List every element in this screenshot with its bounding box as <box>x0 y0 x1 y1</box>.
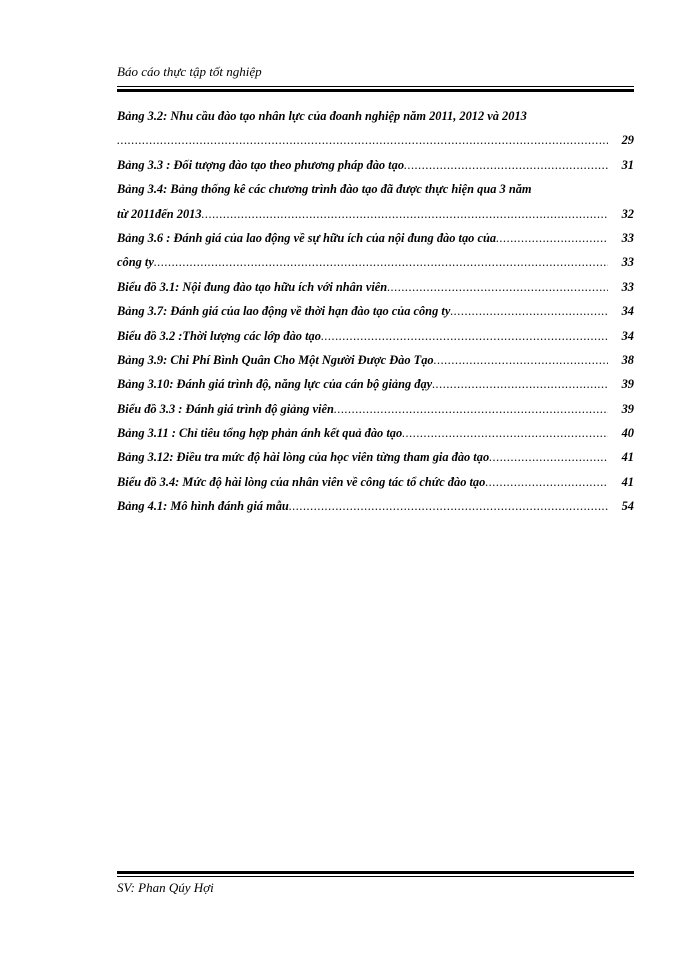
toc-entry-title: Bảng 3.11 : Chỉ tiêu tổng hợp phản ánh kết quả đào tạo <box>117 426 403 441</box>
toc-leader-dots <box>402 421 608 445</box>
toc-entry-page: 34 <box>621 304 634 319</box>
page-header-title: Báo cáo thực tập tốt nghiệp <box>117 64 262 79</box>
toc-entry-title: công ty <box>117 255 154 270</box>
toc-leader-dots <box>489 445 608 469</box>
toc-entry <box>117 372 634 396</box>
toc-entry-page <box>532 177 558 201</box>
toc-entry-page: 34 <box>621 328 634 343</box>
toc-entry-page: 41 <box>621 474 634 489</box>
toc-entry-page: 31 <box>621 157 634 172</box>
toc-entry-title: Bảng 4.1: Mô hình đánh giá mẫu <box>117 499 289 514</box>
toc-entry-title: từ 2011đến 2013 <box>117 206 202 221</box>
toc-entry-title: Biểu đồ 3.4: Mức độ hài lòng của nhân viên về công tác tổ chức đào tạo <box>117 474 486 489</box>
toc-entry-page: 32 <box>621 206 634 221</box>
toc-entry-title: Bảng 3.12: Điều tra mức độ hài lòng của học viên từng tham gia đào tạo <box>117 450 490 465</box>
toc-entry-title: Bảng 3.4: Bảng thống kê các chương trình đào tạo đã được thực hiện qua 3 năm <box>117 182 532 197</box>
toc-entry-page: 39 <box>621 401 634 416</box>
toc-entry <box>117 275 634 299</box>
toc-leader-dots <box>321 324 608 348</box>
toc-entry <box>117 177 634 201</box>
toc-leader-dots <box>485 470 608 494</box>
footer-rule-thick <box>117 871 634 874</box>
toc-entry <box>117 397 634 421</box>
toc-entry-page: 33 <box>621 255 634 270</box>
toc-entry <box>117 445 634 469</box>
toc-entry <box>117 250 634 274</box>
toc-entry-page: 38 <box>621 352 634 367</box>
toc-entry <box>117 421 634 445</box>
table-of-figures <box>117 104 634 519</box>
toc-entry-page: 33 <box>621 279 634 294</box>
toc-leader-dots <box>387 275 608 299</box>
toc-entry-title: Bảng 3.2: Nhu cầu đào tạo nhân lực của đoanh nghiệp năm 2011, 2012 và 2013 <box>117 109 527 123</box>
toc-leader-dots <box>434 348 608 372</box>
toc-leader-dots <box>289 494 608 518</box>
toc-entry <box>117 494 634 518</box>
toc-entry <box>117 226 634 250</box>
toc-entry-page: 40 <box>621 426 634 441</box>
toc-entry-title: Bảng 3.7: Đánh giá của lao động về thời hạn đào tạo của công ty <box>117 304 451 319</box>
toc-entry-title: Biểu đồ 3.1: Nội đung đào tạo hữu ích với nhân viên <box>117 279 388 294</box>
header-rule-thin <box>117 86 634 87</box>
footer-rule-thin <box>117 876 634 877</box>
toc-entry-page: 33 <box>621 230 634 245</box>
toc-entry-title: Bảng 3.6 : Đánh giá của lao động về sự hữu ích của nội đung đào tạo của <box>117 230 497 245</box>
toc-leader-dots <box>432 372 608 396</box>
toc-entry-title: Bảng 3.3 : Đối tượng đào tạo theo phương pháp đào tạo <box>117 157 405 172</box>
toc-entry <box>117 153 634 177</box>
toc-leader-dots <box>202 202 608 226</box>
toc-leader-dots <box>334 397 608 421</box>
toc-leader-dots <box>450 299 608 323</box>
toc-leader-dots <box>117 128 608 152</box>
toc-entry-page: 39 <box>621 377 634 392</box>
toc-leader-dots <box>154 250 608 274</box>
toc-entry <box>117 470 634 494</box>
toc-entry <box>117 104 634 128</box>
toc-entry-page: 41 <box>621 450 634 465</box>
toc-entry <box>117 202 634 226</box>
toc-entry <box>117 324 634 348</box>
toc-entry-page: 29 <box>621 133 634 148</box>
toc-entry-title: Bảng 3.10: Đánh giá trình độ, năng lực của cán bộ giảng đạy <box>117 377 433 392</box>
toc-entry-title: Bảng 3.9: Chi Phí Bình Quân Cho Một Người Được Đào Tạo <box>117 352 434 367</box>
footer-student-name: SV: Phan Qúy Hợi <box>117 880 214 895</box>
toc-entry-page <box>527 104 553 128</box>
toc-entry <box>117 299 634 323</box>
toc-entry-title: Biểu đồ 3.3 : Đánh giá trình độ giảng viên <box>117 401 334 416</box>
toc-leader-dots <box>496 226 608 250</box>
toc-leader-dots <box>404 153 608 177</box>
toc-entry-page: 54 <box>621 499 634 514</box>
toc-entry <box>117 128 634 152</box>
toc-entry <box>117 348 634 372</box>
header-rule-thick <box>117 89 634 92</box>
toc-entry-title: Biểu đồ 3.2 :Thời lượng các lớp đào tạo <box>117 328 321 343</box>
